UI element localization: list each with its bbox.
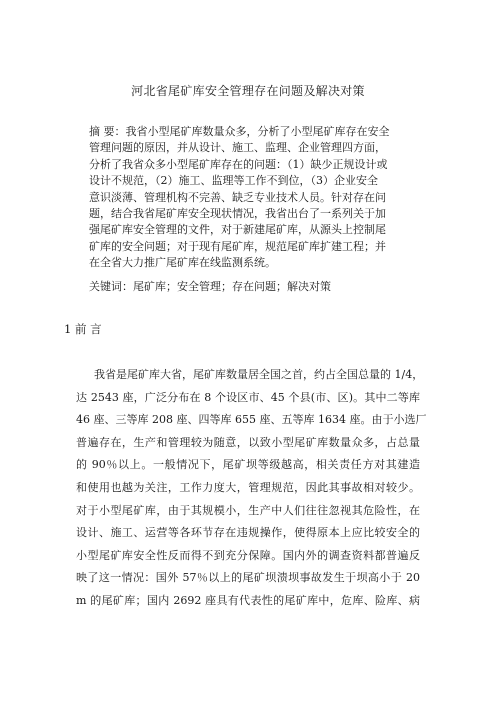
abstract-line: 摘 要：我省小型尾矿库数量众多，分析了小型尾矿库存在安全 — [89, 125, 390, 138]
paragraph-line: 对于小型尾矿库，由于其规模小，生产中人们往往忽视其危险性，在 — [76, 503, 420, 517]
section-heading: 1 前 言 — [64, 322, 102, 336]
abstract-line: 意识淡薄、管理机构不完善、缺乏专业技术人员。针对存在问 — [89, 190, 386, 204]
paragraph-line: m 的尾矿库；国内 2692 座具有代表性的尾矿库中，危库、险库、病 — [76, 593, 420, 607]
abstract-line: 题，结合我省尾矿库安全现状情况，我省出台了一系列关于加 — [89, 207, 386, 221]
abstract-line: 设计不规范，（2）施工、监理等工作不到位，（3）企业安全 — [89, 174, 378, 188]
abstract — [89, 124, 415, 272]
keywords: 关键词：尾矿库；安全管理；存在问题；解决对策 — [89, 280, 331, 293]
abstract-line: 矿库的安全问题；对于现有尾矿库，规范尾矿库扩建工程；并 — [89, 239, 386, 253]
paragraph-line: 达 2543 座，广泛分布在 8 个设区市、45 个县(市、区)。其中二等库 — [76, 390, 420, 404]
body-paragraph — [76, 364, 427, 613]
abstract-line: 管理问题的原因，并从设计、施工、监理、企业管理四方面， — [89, 141, 386, 155]
paragraph-line: 映了这一情况：国外 57％以上的尾矿坝溃坝事故发生于坝高小于 20 — [76, 571, 420, 585]
paper-title: 河北省尾矿库安全管理存在问题及解决对策 — [131, 84, 365, 98]
abstract-line: 分析了我省众多小型尾矿库存在的问题：（1）缺少正规设计或 — [89, 157, 388, 171]
paragraph-line: 设计、施工、运营等各环节存在违规操作，使得原本上应比较安全的 — [76, 526, 420, 540]
paragraph-line: 小型尾矿库安全性反而得不到充分保障。国内外的调查资料都普遍反 — [76, 548, 420, 562]
abstract-line: 强尾矿库安全管理的文件，对于新建尾矿库，从源头上控制尾 — [89, 223, 386, 237]
paragraph-line: 普遍存在，生产和管理较为随意，以致小型尾矿库数量众多，占总量 — [76, 435, 420, 449]
paragraph-line: 我省是尾矿库大省，尾矿库数量居全国之首，约占全国总量的 1/4， — [94, 368, 424, 381]
paragraph-line: 和使用也越为关注，工作力度大，管理规范，因此其事故相对较少。 — [76, 480, 420, 494]
paragraph-line: 的 90％以上。一般情况下，尾矿坝等级越高，相关责任方对其建造 — [76, 458, 420, 472]
paragraph-line: 46 座、三等库 208 座、四等库 655 座、五等库 1634 座。由于小选厂 — [76, 413, 427, 427]
abstract-line: 在全省大力推广尾矿库在线监测系统。 — [89, 256, 276, 270]
